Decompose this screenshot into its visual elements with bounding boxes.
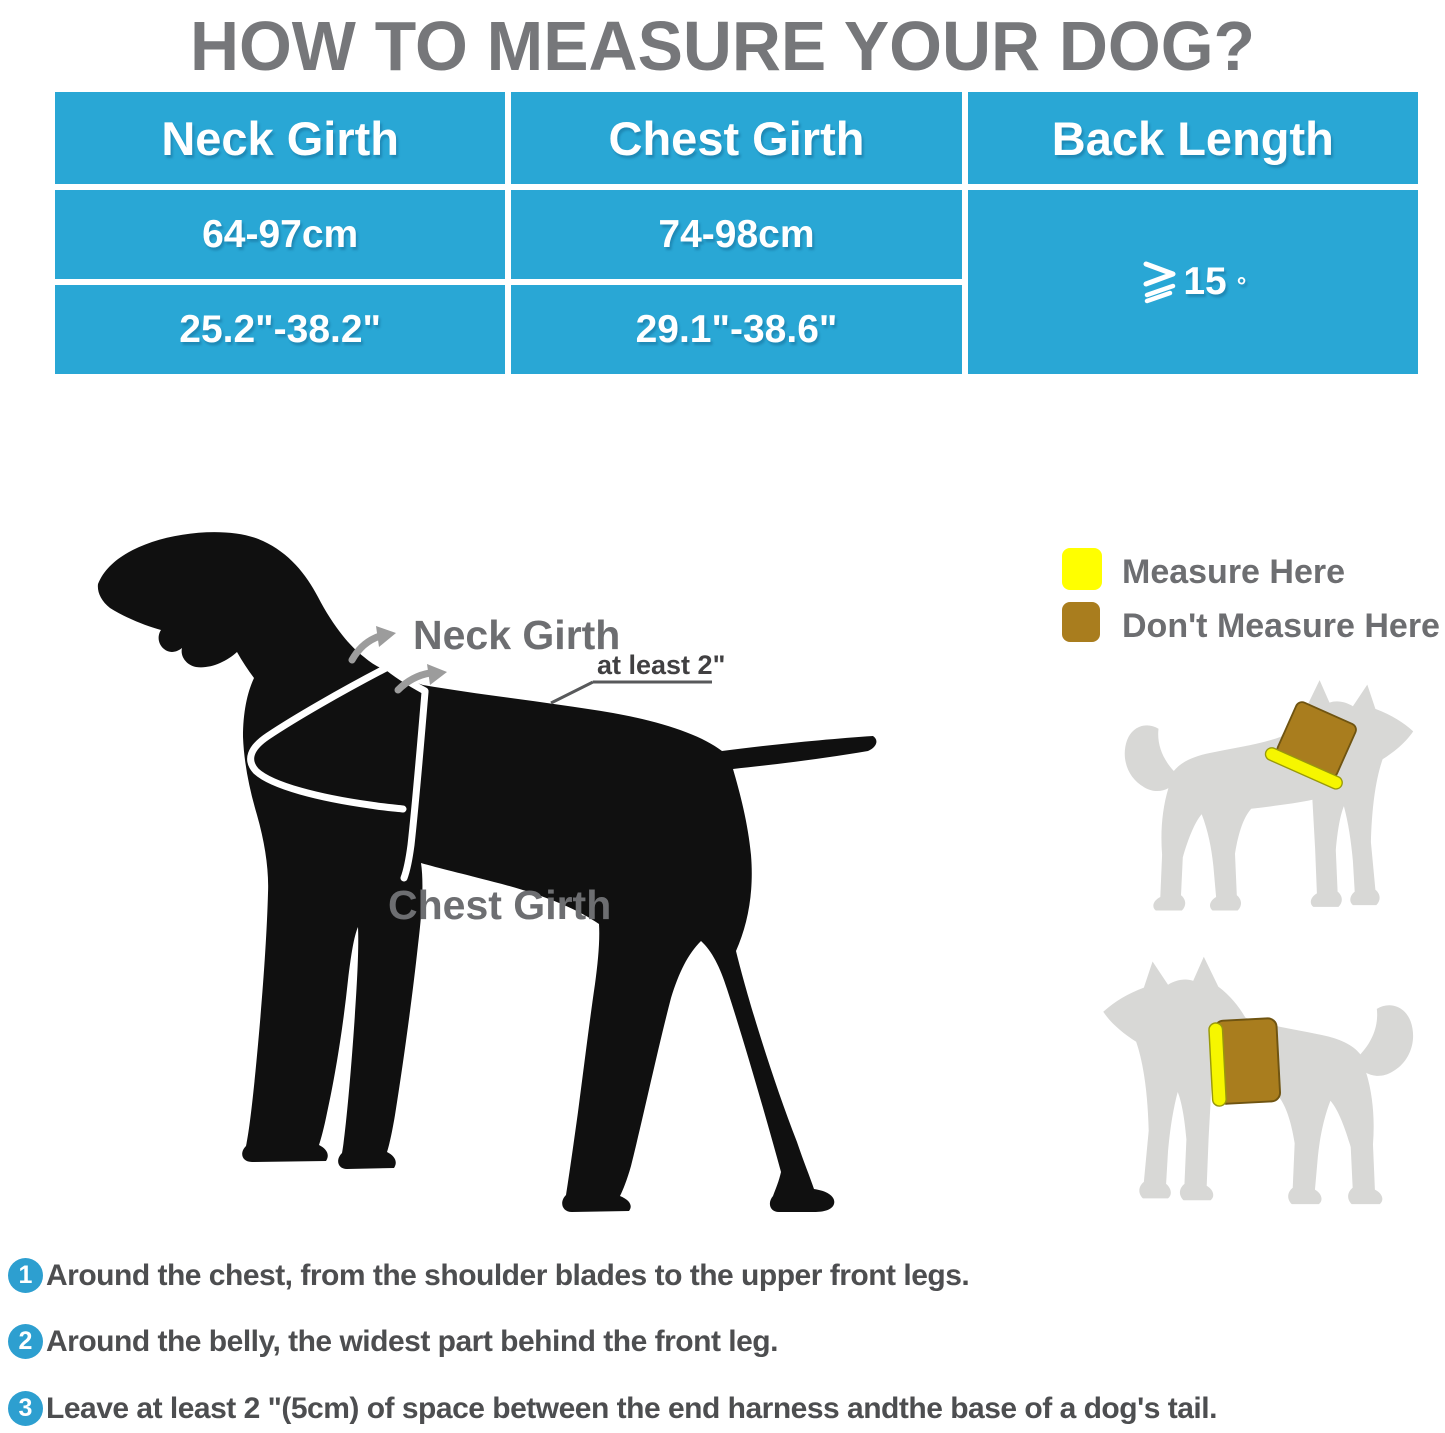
instruction-row-3 — [8, 1391, 1217, 1427]
dont-measure-here-swatch — [1062, 602, 1100, 642]
measure-here-label: Measure Here — [1122, 553, 1346, 591]
back-length-number: 15 — [1183, 260, 1227, 303]
degree-sign: ° — [1236, 273, 1247, 300]
clearance-note: at least 2" — [597, 650, 726, 680]
column-header-back-length: Back Length — [968, 92, 1418, 184]
belly-band — [1209, 1018, 1281, 1106]
measure-here-swatch — [1062, 548, 1102, 590]
small-dog-neck-example — [1118, 672, 1424, 942]
instruction-1-badge: 1 — [8, 1258, 43, 1293]
neck-girth-label: Neck Girth — [413, 612, 621, 658]
instruction-3-badge: 3 — [8, 1391, 43, 1426]
chest-girth-cm-cell: 74-98cm — [511, 190, 961, 279]
small-dog-belly-example — [1082, 948, 1430, 1238]
collar-arrow-icon — [352, 626, 396, 660]
greater-equal-icon — [1139, 259, 1181, 305]
page-title: HOW TO MEASURE YOUR DOG? — [189, 7, 1256, 85]
chest-girth-label: Chest Girth — [388, 882, 612, 928]
neck-girth-inch-cell: 25.2"-38.2" — [55, 285, 505, 374]
geq-value — [1139, 259, 1246, 305]
clearance-leader-line — [551, 682, 712, 703]
neck-girth-cm-cell: 64-97cm — [55, 190, 505, 279]
instruction-2-text: Around the belly, the widest part behind the front leg. — [46, 1325, 778, 1358]
instruction-row-2 — [8, 1324, 778, 1360]
chest-girth-inch-cell: 29.1"-38.6" — [511, 285, 961, 374]
dont-measure-here-label: Don't Measure Here — [1122, 607, 1440, 645]
back-length-cell — [968, 190, 1418, 374]
instruction-1-text: Around the chest, from the shoulder blades to the upper front legs. — [46, 1259, 970, 1292]
small-dog-silhouette — [1125, 680, 1413, 910]
size-table — [55, 92, 1418, 374]
instruction-3-text: Leave at least 2 "(5cm) of space between the end harness andthe base of a dog's tail. — [46, 1392, 1217, 1425]
column-header-chest-girth: Chest Girth — [511, 92, 961, 184]
instruction-2-badge: 2 — [8, 1324, 43, 1359]
column-header-neck-girth: Neck Girth — [55, 92, 505, 184]
instruction-row-1 — [8, 1258, 969, 1294]
